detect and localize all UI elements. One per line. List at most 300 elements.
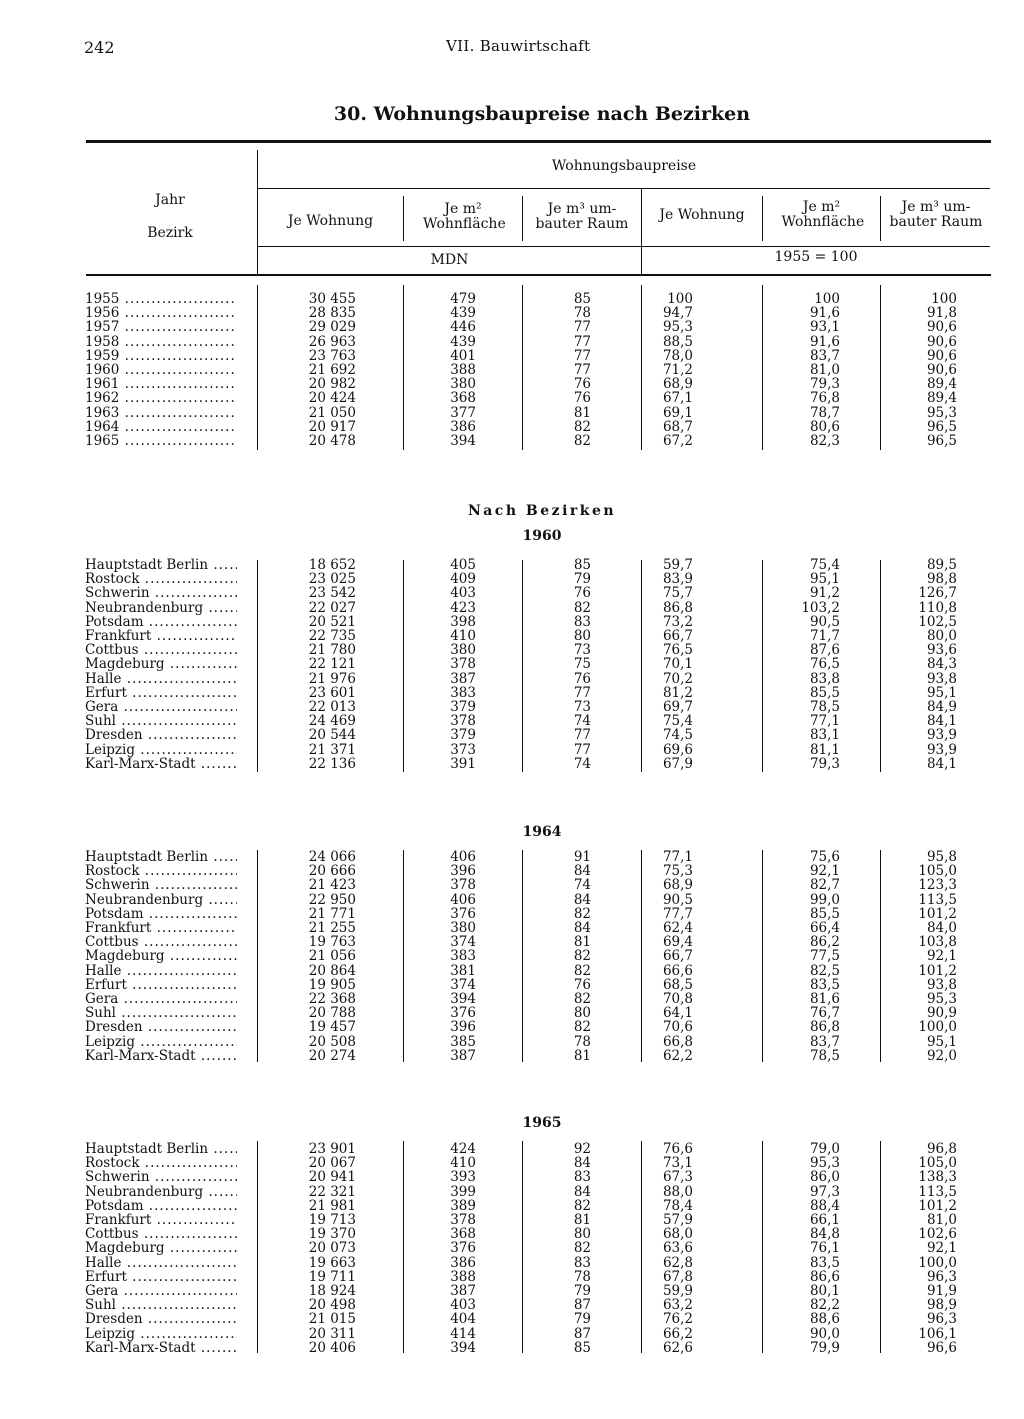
- table-cell: 83,9: [662, 571, 693, 588]
- table-cell: 80: [573, 1005, 591, 1022]
- table-row: [0, 893, 1024, 907]
- table-cell: 77: [573, 362, 591, 378]
- table-cell: 77: [573, 333, 591, 350]
- table-cell: 90,6: [926, 347, 957, 364]
- table-row: [0, 629, 1024, 643]
- table-cell: 399: [450, 1183, 476, 1200]
- table-cell: 22 027: [308, 599, 356, 616]
- table-cell: 100: [667, 291, 693, 307]
- table-cell: 95,3: [926, 991, 957, 1007]
- table-cell: 77: [573, 319, 591, 336]
- row-label: 1955 .....: [85, 292, 237, 306]
- table-cell: 87: [573, 1297, 591, 1314]
- table-cell: 406: [450, 849, 476, 865]
- table-cell: 88,0: [662, 1183, 693, 1200]
- table-row: [0, 615, 1024, 629]
- table-cell: 378: [450, 1212, 476, 1228]
- table-cell: 90,0: [809, 1325, 840, 1342]
- table-row: [0, 686, 1024, 700]
- row-label: 1960 .....: [85, 363, 237, 377]
- table-cell: 18 924: [308, 1283, 356, 1299]
- row-label: Schwerin .....: [85, 878, 237, 892]
- table-cell: 20 666: [308, 863, 356, 880]
- table-row: [0, 1213, 1024, 1227]
- table-cell: 24 469: [308, 713, 356, 730]
- table-cell: 84: [573, 920, 591, 936]
- table-cell: 21 255: [308, 920, 356, 936]
- row-label: Dresden .....: [85, 1312, 237, 1326]
- table-cell: 77,1: [662, 849, 693, 865]
- row-label: Rostock .....: [85, 1156, 237, 1170]
- table-cell: 97,3: [809, 1183, 840, 1200]
- table-cell: 19 370: [308, 1226, 356, 1243]
- table-row: [0, 434, 1024, 448]
- table-row: [0, 964, 1024, 978]
- table-row: [0, 1312, 1024, 1326]
- section-year-1965: 1965: [522, 1115, 562, 1131]
- table-row: [0, 1006, 1024, 1020]
- table-cell: 20 788: [308, 1005, 356, 1022]
- table-row: [0, 743, 1024, 757]
- row-label: 1956 .....: [85, 306, 237, 320]
- table-row: [0, 921, 1024, 935]
- table-cell: 113,5: [918, 1183, 957, 1200]
- table-cell: 82: [573, 905, 591, 922]
- table-cell: 79: [573, 1283, 591, 1299]
- table-cell: 95,3: [662, 319, 693, 336]
- table-cell: 374: [450, 934, 476, 951]
- table-cell: 405: [450, 557, 476, 573]
- col-header-per-dwelling: Je Wohnung: [287, 213, 374, 229]
- row-label: Magdeburg .....: [85, 657, 237, 671]
- table-row: [0, 728, 1024, 742]
- table-cell: 423: [450, 599, 476, 616]
- table-cell: 398: [450, 613, 476, 630]
- table-row: [0, 1327, 1024, 1341]
- row-label: 1962 .....: [85, 391, 237, 405]
- table-cell: 93,8: [926, 670, 957, 687]
- group-header-rule: [258, 188, 990, 189]
- table-cell: 93,1: [809, 319, 840, 336]
- table-cell: 90,5: [809, 613, 840, 630]
- table-cell: 81: [573, 934, 591, 951]
- unit-rule: [258, 246, 990, 247]
- table-cell: 386: [450, 418, 476, 435]
- table-row: [0, 335, 1024, 349]
- row-label: 1965 .....: [85, 434, 237, 448]
- table-cell: 74: [573, 755, 591, 772]
- table-row: [0, 1142, 1024, 1156]
- row-label: Frankfurt .....: [85, 1213, 237, 1227]
- table-cell: 57,9: [662, 1212, 693, 1228]
- table-cell: 67,8: [662, 1268, 693, 1285]
- table-row: [0, 992, 1024, 1006]
- table-cell: 26 963: [308, 333, 356, 350]
- table-row: [0, 558, 1024, 572]
- table-cell: 19 905: [308, 976, 356, 993]
- table-cell: 66,2: [662, 1325, 693, 1342]
- table-cell: 96,5: [926, 433, 957, 449]
- table-cell: 83: [573, 613, 591, 630]
- table-cell: 19 763: [308, 934, 356, 951]
- table-row: [0, 864, 1024, 878]
- row-label: Neubrandenburg .....: [85, 601, 237, 615]
- table-cell: 86,8: [809, 1019, 840, 1036]
- table-cell: 76: [573, 376, 591, 393]
- table-cell: 401: [450, 347, 476, 364]
- table-row: [0, 878, 1024, 892]
- table-row: [0, 1284, 1024, 1298]
- row-label: 1958 .....: [85, 335, 237, 349]
- table-cell: 20 406: [308, 1339, 356, 1356]
- table-cell: 21 771: [308, 905, 356, 922]
- table-cell: 21 371: [308, 741, 356, 758]
- table-cell: 82: [573, 418, 591, 435]
- table-cell: 409: [450, 571, 476, 588]
- table-cell: 394: [450, 433, 476, 449]
- table-cell: 424: [450, 1141, 476, 1157]
- table-row: [0, 949, 1024, 963]
- row-label: Dresden .....: [85, 728, 237, 742]
- table-cell: 394: [450, 1339, 476, 1356]
- table-cell: 98,9: [926, 1297, 957, 1314]
- row-label: Halle .....: [85, 672, 237, 686]
- table-cell: 386: [450, 1254, 476, 1271]
- table-cell: 59,7: [662, 557, 693, 573]
- table-cell: 70,1: [662, 656, 693, 673]
- table-cell: 70,2: [662, 670, 693, 687]
- table-row: [0, 657, 1024, 671]
- table-cell: 90,5: [662, 891, 693, 908]
- table-cell: 378: [450, 713, 476, 730]
- table-cell: 21 976: [308, 670, 356, 687]
- table-cell: 75: [573, 656, 591, 673]
- table-cell: 81: [573, 1212, 591, 1228]
- table-row: [0, 757, 1024, 771]
- table-cell: 84,1: [926, 713, 957, 730]
- table-cell: 96,3: [926, 1311, 957, 1328]
- table-row: [0, 1185, 1024, 1199]
- table-cell: 383: [450, 684, 476, 701]
- table-cell: 20 508: [308, 1033, 356, 1050]
- row-label: 1963 .....: [85, 406, 237, 420]
- table-cell: 82: [573, 1197, 591, 1214]
- table-cell: 76: [573, 390, 591, 407]
- row-label: Karl-Marx-Stadt .....: [85, 757, 237, 771]
- table-cell: 20 982: [308, 376, 356, 393]
- table-cell: 79: [573, 571, 591, 588]
- row-label: Suhl .....: [85, 1006, 237, 1020]
- table-cell: 86,0: [809, 1169, 840, 1186]
- table-cell: 403: [450, 585, 476, 602]
- table-cell: 95,1: [926, 1033, 957, 1050]
- table-cell: 74: [573, 877, 591, 894]
- table-cell: 376: [450, 905, 476, 922]
- table-cell: 82: [573, 948, 591, 965]
- table-cell: 62,2: [662, 1047, 693, 1064]
- table-row: [0, 406, 1024, 420]
- table-cell: 96,5: [926, 418, 957, 435]
- row-label: Cottbus .....: [85, 643, 237, 657]
- table-cell: 76,5: [809, 656, 840, 673]
- table-cell: 70,8: [662, 991, 693, 1007]
- table-cell: 123,3: [918, 877, 957, 894]
- table-cell: 78,4: [662, 1197, 693, 1214]
- table-cell: 84: [573, 1155, 591, 1172]
- table-cell: 379: [450, 699, 476, 715]
- table-cell: 103,2: [801, 599, 840, 616]
- table-cell: 80,0: [926, 628, 957, 644]
- table-cell: 67,3: [662, 1169, 693, 1186]
- unit-label-mdn: MDN: [430, 252, 469, 268]
- table-cell: 20 274: [308, 1047, 356, 1064]
- table-cell: 83,8: [809, 670, 840, 687]
- table-cell: 82: [573, 991, 591, 1007]
- row-label: Erfurt .....: [85, 978, 237, 992]
- table-cell: 84: [573, 1183, 591, 1200]
- table-cell: 90,9: [926, 1005, 957, 1022]
- table-cell: 75,6: [809, 849, 840, 865]
- table-row: [0, 292, 1024, 306]
- table-cell: 78: [573, 305, 591, 322]
- table-cell: 373: [450, 741, 476, 758]
- table-row: [0, 1156, 1024, 1170]
- table-cell: 92,1: [809, 863, 840, 880]
- row-label: Rostock .....: [85, 572, 237, 586]
- row-label: Halle .....: [85, 1256, 237, 1270]
- table-cell: 21 015: [308, 1311, 356, 1328]
- table-cell: 406: [450, 891, 476, 908]
- table-cell: 81: [573, 404, 591, 421]
- table-cell: 376: [450, 1240, 476, 1257]
- table-row: [0, 978, 1024, 992]
- table-cell: 98,8: [926, 571, 957, 588]
- table-cell: 78,7: [809, 404, 840, 421]
- table-cell: 20 073: [308, 1240, 356, 1257]
- table-row: [0, 363, 1024, 377]
- table-row: [0, 714, 1024, 728]
- row-label: Potsdam .....: [85, 1199, 237, 1213]
- table-title: 30. Wohnungsbaupreise nach Bezirken: [333, 103, 751, 125]
- table-cell: 381: [450, 962, 476, 979]
- table-cell: 77: [573, 727, 591, 744]
- table-cell: 66,4: [809, 920, 840, 936]
- table-cell: 23 601: [308, 684, 356, 701]
- col-header-index-per-dwelling: Je Wohnung: [659, 207, 745, 223]
- table-cell: 105,0: [918, 1155, 957, 1172]
- table-cell: 78: [573, 1033, 591, 1050]
- table-cell: 91: [573, 849, 591, 865]
- row-label: Gera .....: [85, 992, 237, 1006]
- table-cell: 73,2: [662, 613, 693, 630]
- table-cell: 30 455: [308, 291, 356, 307]
- row-label: Suhl .....: [85, 1298, 237, 1312]
- table-row: [0, 391, 1024, 405]
- table-cell: 83,1: [809, 727, 840, 744]
- table-cell: 479: [450, 291, 476, 307]
- table-cell: 62,4: [662, 920, 693, 936]
- table-cell: 85: [573, 1339, 591, 1356]
- row-label: Gera .....: [85, 700, 237, 714]
- col-header-index-per-m3: Je m³ um- bauter Raum: [889, 199, 983, 230]
- table-cell: 83: [573, 1254, 591, 1271]
- col-header-index-per-m2: Je m² Wohnfläche: [781, 199, 865, 230]
- table-cell: 83,7: [809, 347, 840, 364]
- table-cell: 67,1: [662, 390, 693, 407]
- row-label: Karl-Marx-Stadt .....: [85, 1049, 237, 1063]
- table-cell: 80,6: [809, 418, 840, 435]
- table-cell: 96,8: [926, 1141, 957, 1157]
- table-cell: 23 901: [308, 1141, 356, 1157]
- table-row: [0, 306, 1024, 320]
- table-cell: 79: [573, 1311, 591, 1328]
- table-cell: 93,9: [926, 727, 957, 744]
- stub-header-year: Jahr: [155, 192, 185, 208]
- table-cell: 64,1: [662, 1005, 693, 1022]
- col-header-per-m3: Je m³ um- bauter Raum: [535, 201, 629, 232]
- table-cell: 19 711: [308, 1268, 356, 1285]
- table-cell: 94,7: [662, 305, 693, 322]
- table-cell: 73: [573, 699, 591, 715]
- table-cell: 81,1: [809, 741, 840, 758]
- table-row: [0, 1035, 1024, 1049]
- table-cell: 80: [573, 628, 591, 644]
- table-cell: 126,7: [918, 585, 957, 602]
- table-cell: 20 544: [308, 727, 356, 744]
- table-row: [0, 1270, 1024, 1284]
- table-row: [0, 1298, 1024, 1312]
- table-cell: 77: [573, 741, 591, 758]
- table-cell: 90,6: [926, 333, 957, 350]
- table-cell: 68,9: [662, 877, 693, 894]
- table-cell: 66,8: [662, 1033, 693, 1050]
- table-cell: 96,6: [926, 1339, 957, 1356]
- table-cell: 138,3: [918, 1169, 957, 1186]
- table-cell: 101,2: [918, 905, 957, 922]
- table-cell: 80: [573, 1226, 591, 1243]
- table-cell: 71,7: [809, 628, 840, 644]
- table-cell: 63,2: [662, 1297, 693, 1314]
- table-cell: 62,8: [662, 1254, 693, 1271]
- table-cell: 100: [931, 291, 957, 307]
- table-cell: 29 029: [308, 319, 356, 336]
- table-cell: 81,2: [662, 684, 693, 701]
- table-cell: 68,9: [662, 376, 693, 393]
- table-cell: 92,1: [926, 1240, 957, 1257]
- row-label: Frankfurt .....: [85, 921, 237, 935]
- row-label: Dresden .....: [85, 1020, 237, 1034]
- row-label: Rostock .....: [85, 864, 237, 878]
- table-cell: 19 713: [308, 1212, 356, 1228]
- table-cell: 18 652: [308, 557, 356, 573]
- table-cell: 388: [450, 1268, 476, 1285]
- table-cell: 22 121: [308, 656, 356, 673]
- table-cell: 95,8: [926, 849, 957, 865]
- table-cell: 20 941: [308, 1169, 356, 1186]
- table-row: [0, 1341, 1024, 1355]
- table-cell: 93,6: [926, 642, 957, 659]
- table-cell: 66,7: [662, 948, 693, 965]
- row-label: Hauptstadt Berlin .....: [85, 558, 237, 572]
- table-row: [0, 672, 1024, 686]
- table-cell: 22 321: [308, 1183, 356, 1200]
- table-cell: 59,9: [662, 1283, 693, 1299]
- table-cell: 20 067: [308, 1155, 356, 1172]
- table-cell: 23 542: [308, 585, 356, 602]
- table-cell: 68,5: [662, 976, 693, 993]
- table-cell: 76,5: [662, 642, 693, 659]
- table-cell: 84,1: [926, 755, 957, 772]
- table-cell: 21 692: [308, 362, 356, 378]
- table-cell: 446: [450, 319, 476, 336]
- table-cell: 92,0: [926, 1047, 957, 1064]
- table-cell: 90,6: [926, 319, 957, 336]
- table-cell: 74,5: [662, 727, 693, 744]
- table-cell: 380: [450, 642, 476, 659]
- table-cell: 379: [450, 727, 476, 744]
- table-cell: 81,6: [809, 991, 840, 1007]
- table-cell: 377: [450, 404, 476, 421]
- section-heading: Nach Bezirken: [467, 503, 617, 519]
- table-row: [0, 1227, 1024, 1241]
- table-cell: 93,9: [926, 741, 957, 758]
- table-cell: 21 423: [308, 877, 356, 894]
- row-label: Leipzig .....: [85, 1327, 237, 1341]
- table-cell: 21 050: [308, 404, 356, 421]
- table-row: [0, 700, 1024, 714]
- table-cell: 105,0: [918, 863, 957, 880]
- table-cell: 82: [573, 962, 591, 979]
- table-cell: 99,0: [809, 891, 840, 908]
- table-cell: 88,6: [809, 1311, 840, 1328]
- table-cell: 22 950: [308, 891, 356, 908]
- chapter-title: VII. Bauwirtschaft: [446, 37, 591, 55]
- table-cell: 22 136: [308, 755, 356, 772]
- table-cell: 100: [814, 291, 840, 307]
- table-cell: 20 424: [308, 390, 356, 407]
- table-cell: 82: [573, 1240, 591, 1257]
- table-cell: 21 981: [308, 1197, 356, 1214]
- table-cell: 87,6: [809, 642, 840, 659]
- table-cell: 22 368: [308, 991, 356, 1007]
- table-cell: 74: [573, 713, 591, 730]
- table-cell: 95,1: [809, 571, 840, 588]
- table-cell: 102,6: [918, 1226, 957, 1243]
- table-cell: 380: [450, 920, 476, 936]
- row-label: Schwerin .....: [85, 586, 237, 600]
- table-cell: 380: [450, 376, 476, 393]
- table-cell: 84,3: [926, 656, 957, 673]
- table-cell: 66,6: [662, 962, 693, 979]
- table-cell: 77,5: [809, 948, 840, 965]
- table-cell: 374: [450, 976, 476, 993]
- table-cell: 79,3: [809, 376, 840, 393]
- table-cell: 76: [573, 670, 591, 687]
- row-label: Potsdam .....: [85, 615, 237, 629]
- table-cell: 62,6: [662, 1339, 693, 1356]
- table-row: [0, 1020, 1024, 1034]
- table-cell: 102,5: [918, 613, 957, 630]
- table-cell: 403: [450, 1297, 476, 1314]
- table-cell: 78,5: [809, 699, 840, 715]
- table-cell: 86,2: [809, 934, 840, 951]
- table-row: [0, 377, 1024, 391]
- table-cell: 89,4: [926, 390, 957, 407]
- stub-header-district: Bezirk: [147, 225, 193, 241]
- table-cell: 84: [573, 863, 591, 880]
- table-cell: 22 013: [308, 699, 356, 715]
- row-label: 1957 .....: [85, 320, 237, 334]
